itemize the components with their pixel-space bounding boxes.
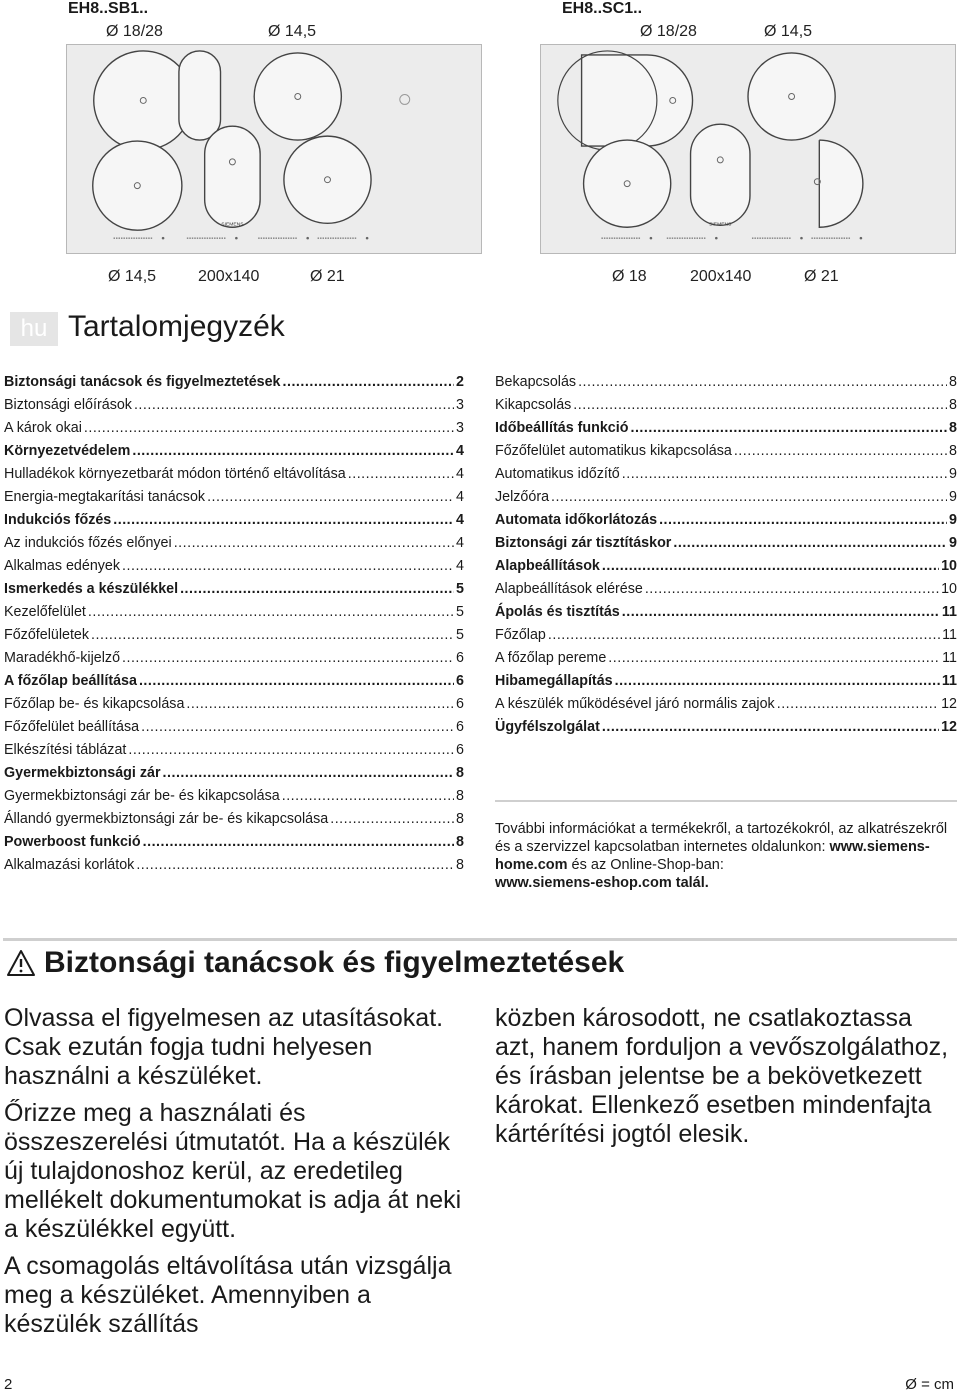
toc-entry-page: 6: [456, 742, 464, 758]
toc-entry-title: Powerboost funkció: [4, 834, 141, 850]
info-text-2: és az Online-Shop-ban:: [567, 857, 724, 873]
toc-leader-dots: [615, 670, 940, 693]
toc-entry-title: A főzőlap beállítása: [4, 673, 137, 689]
safety-title-text: Biztonsági tanácsok és figyelmeztetések: [44, 946, 625, 979]
toc-entry[interactable]: [4, 417, 464, 440]
toc-leader-dots: [139, 670, 454, 693]
right-top-dim-1: Ø 18/28: [640, 23, 697, 40]
toc-entry[interactable]: [495, 716, 957, 739]
toc-entry-page: 9: [949, 466, 957, 482]
info-divider: [495, 800, 957, 802]
right-bottom-dim-2: 200x140: [690, 268, 752, 285]
hob-diagram-left: [66, 44, 482, 254]
toc-entry-title: Ápolás és tisztítás: [495, 604, 620, 620]
toc-leader-dots: [186, 693, 454, 716]
hob-brand-right: SIEMENS: [709, 222, 732, 228]
info-text: [495, 820, 955, 892]
toc-leader-dots: [163, 762, 455, 785]
toc-entry-page: 10: [941, 558, 957, 574]
unit-note: Ø = cm: [905, 1376, 954, 1393]
toc-entry[interactable]: [4, 371, 464, 394]
toc-leader-dots: [622, 601, 940, 624]
toc-entry-title: Kezelőfelület: [4, 604, 86, 620]
toc-leader-dots: [330, 808, 454, 831]
toc-entry-title: Biztonsági zár tisztításkor: [495, 535, 672, 551]
toc-entry-page: 11: [941, 604, 957, 620]
toc-entry[interactable]: [495, 624, 957, 647]
toc-entry[interactable]: [4, 463, 464, 486]
toc-entry[interactable]: [495, 509, 957, 532]
toc-leader-dots: [673, 532, 947, 555]
toc-leader-dots: [207, 486, 454, 509]
toc-entry-page: 3: [456, 420, 464, 436]
left-top-dim-2: Ø 14,5: [268, 23, 317, 40]
toc-leader-dots: [283, 371, 455, 394]
toc-entry-title: Biztonsági tanácsok és figyelmeztetések: [4, 374, 281, 390]
toc-entry-page: 8: [949, 443, 957, 459]
model-label-right: EH8..SC1..: [562, 0, 643, 17]
toc-entry[interactable]: [4, 854, 464, 877]
toc-entry[interactable]: [4, 532, 464, 555]
safety-right-column: [495, 1004, 955, 1157]
toc-entry-title: Főzőfelület beállítása: [4, 719, 140, 735]
toc-leader-dots: [551, 486, 947, 509]
toc-entry-page: 12: [941, 696, 957, 712]
toc-entry-title: Az indukciós főzés előnyei: [4, 535, 172, 551]
toc-entry[interactable]: [4, 578, 464, 601]
toc-entry-title: Időbeállítás funkció: [495, 420, 629, 436]
toc-entry[interactable]: [495, 486, 957, 509]
toc-entry-title: Főzőfelület automatikus kikapcsolása: [495, 443, 732, 459]
toc-entry[interactable]: [495, 463, 957, 486]
hob-drawing-left: [67, 45, 481, 253]
toc-entry[interactable]: [4, 601, 464, 624]
toc-entry-title: Gyermekbiztonsági zár be- és kikapcsolása: [4, 788, 280, 804]
toc-entry-title: Főzőfelületek: [4, 627, 90, 643]
left-bottom-dim-1: Ø 14,5: [108, 268, 157, 285]
toc-leader-dots: [734, 440, 947, 463]
hob-diagram-right: [540, 44, 956, 254]
info-link-home[interactable]: www.siemens-home.com: [495, 839, 930, 873]
right-bottom-dim-1: Ø 18: [612, 268, 647, 285]
toc-leader-dots: [578, 371, 947, 394]
toc-entry-title: Ügyfélszolgálat: [495, 719, 600, 735]
toc-entry-title: Maradékhő-kijelző: [4, 650, 121, 666]
toc-entry-page: 8: [949, 420, 957, 436]
right-bottom-dim-3: Ø 21: [804, 268, 839, 285]
toc-entry-title: Ismerkedés a készülékkel: [4, 581, 179, 597]
toc-entry-page: 8: [456, 788, 464, 804]
toc-entry-title: Alapbeállítások elérése: [495, 581, 643, 597]
toc-entry-page: 3: [456, 397, 464, 413]
toc-entry[interactable]: [495, 371, 957, 394]
toc-entry-title: Automatikus időzítő: [495, 466, 620, 482]
toc-leader-dots: [134, 394, 454, 417]
toc-entry[interactable]: [495, 647, 957, 670]
toc-entry[interactable]: [4, 808, 464, 831]
toc-entry-page: 11: [941, 673, 957, 689]
toc-leader-dots: [645, 578, 939, 601]
info-link-eshop[interactable]: www.siemens-eshop.com talál.: [495, 875, 709, 891]
toc-entry-title: Kikapcsolás: [495, 397, 572, 413]
toc-entry-page: 6: [456, 673, 464, 689]
toc-leader-dots: [141, 716, 454, 739]
toc-entry-title: Elkészítési táblázat: [4, 742, 127, 758]
toc-entry[interactable]: [495, 555, 957, 578]
toc-entry-page: 12: [941, 719, 957, 735]
toc-leader-dots: [122, 555, 454, 578]
toc-leader-dots: [180, 578, 454, 601]
toc-leader-dots: [602, 716, 939, 739]
toc-entry-page: 9: [949, 489, 957, 505]
toc-leader-dots: [143, 831, 454, 854]
toc-entry-page: 8: [456, 811, 464, 827]
safety-section-title: [6, 946, 624, 980]
toc-leader-dots: [573, 394, 947, 417]
page-number: 2: [4, 1376, 13, 1393]
right-top-dim-2: Ø 14,5: [764, 23, 813, 40]
toc-entry-page: 8: [456, 857, 464, 873]
info-text-1: További információkat a termékekről, a tartozékokról, az alkatrészekről és a szervizzel kapcsolatban internetes oldalunkon:: [495, 821, 948, 855]
section-divider: [3, 938, 957, 941]
toc-entry-title: Hibamegállapítás: [495, 673, 613, 689]
model-label-left: EH8..SB1..: [68, 0, 149, 17]
toc-entry[interactable]: [4, 693, 464, 716]
toc-entry-page: 4: [456, 466, 464, 482]
toc-leader-dots: [348, 463, 454, 486]
toc-entry[interactable]: [495, 670, 957, 693]
toc-entry-title: Indukciós főzés: [4, 512, 112, 528]
toc-entry-title: Bekapcsolás: [495, 374, 577, 390]
toc-entry-title: Gyermekbiztonsági zár: [4, 765, 161, 781]
toc-leader-dots: [174, 532, 454, 555]
toc-leader-dots: [132, 440, 454, 463]
toc-entry[interactable]: [4, 486, 464, 509]
toc-entry[interactable]: [4, 670, 464, 693]
toc-leader-dots: [777, 693, 939, 716]
toc-entry-title: Alapbeállítások: [495, 558, 600, 574]
toc-entry[interactable]: [4, 394, 464, 417]
toc-entry-page: 10: [941, 581, 957, 597]
toc-leader-dots: [630, 417, 947, 440]
toc-leader-dots: [136, 854, 454, 877]
toc-entry-title: Jelzőóra: [495, 489, 550, 505]
toc-entry-title: Hulladékok környezetbarát módon történő eltávolítása: [4, 466, 346, 482]
toc-entry[interactable]: [495, 532, 957, 555]
toc-entry-title: A készülék működésével járó normális zajok: [495, 696, 775, 712]
toc-entry-page: 6: [456, 696, 464, 712]
safety-paragraph: közben károsodott, ne csatlakoztassa azt, hanem forduljon a vevőszolgálathoz, és írásban jelentse be a bekövetkezett károkat. Ellenkező esetben mindenfajta kártérítési jogtól elesik.: [495, 1004, 949, 1148]
toc-entry-title: Állandó gyermekbiztonsági zár be- és kikapcsolása: [4, 811, 329, 827]
toc-entry-page: 5: [456, 581, 464, 597]
toc-entry[interactable]: [4, 509, 464, 532]
toc-entry-page: 11: [942, 650, 957, 666]
toc-entry-page: 5: [456, 604, 464, 620]
toc-entry[interactable]: [495, 417, 957, 440]
toc-entry-title: Alkalmas edények: [4, 558, 121, 574]
toc-leader-dots: [282, 785, 454, 808]
toc-entry-title: Alkalmazási korlátok: [4, 857, 135, 873]
toc-leader-dots: [622, 463, 947, 486]
toc-title: Tartalomjegyzék: [68, 310, 285, 343]
toc-leader-dots: [113, 509, 454, 532]
toc-entry[interactable]: [4, 739, 464, 762]
toc-entry[interactable]: [4, 831, 464, 854]
left-top-dim-1: Ø 18/28: [106, 23, 163, 40]
toc-entry[interactable]: [4, 785, 464, 808]
toc-entry-title: Környezetvédelem: [4, 443, 131, 459]
toc-entry-page: 4: [456, 558, 464, 574]
toc-leader-dots: [602, 555, 939, 578]
hob-brand-left: SIEMENS: [221, 222, 244, 228]
toc-entry-page: 2: [456, 374, 464, 390]
toc-entry-page: 8: [456, 834, 464, 850]
toc-entry[interactable]: [4, 624, 464, 647]
hob-drawing-right: [541, 45, 955, 253]
toc-leader-dots: [128, 739, 454, 762]
toc-entry-page: 6: [456, 719, 464, 735]
toc-leader-dots: [659, 509, 947, 532]
toc-entry-title: Automata időkorlátozás: [495, 512, 658, 528]
language-badge: hu: [10, 312, 58, 346]
toc-entry-page: 5: [456, 627, 464, 643]
toc-entry-page: 9: [949, 512, 957, 528]
toc-right-column: [495, 371, 957, 739]
toc-entry-title: A főzőlap pereme: [495, 650, 607, 666]
toc-entry[interactable]: [4, 716, 464, 739]
toc-leader-dots: [548, 624, 940, 647]
left-bottom-dim-2: 200x140: [198, 268, 260, 285]
safety-paragraph: A csomagolás eltávolítása után vizsgálja meg a készüléket. Amennyiben a készülék szállítás: [4, 1252, 452, 1338]
safety-left-column: [4, 1004, 464, 1347]
toc-entry-page: 4: [456, 535, 464, 551]
warning-triangle-icon: [6, 949, 36, 977]
left-bottom-dim-3: Ø 21: [310, 268, 345, 285]
toc-entry-page: 8: [456, 765, 464, 781]
toc-entry-page: 9: [949, 535, 957, 551]
toc-entry-title: A károk okai: [4, 420, 82, 436]
toc-left-column: [4, 371, 464, 877]
toc-leader-dots: [608, 647, 940, 670]
toc-entry[interactable]: [495, 394, 957, 417]
toc-entry[interactable]: [4, 440, 464, 463]
toc-entry-page: 8: [949, 397, 957, 413]
toc-entry[interactable]: [495, 693, 957, 716]
toc-entry-title: Főzőlap be- és kikapcsolása: [4, 696, 185, 712]
toc-entry-title: Főzőlap: [495, 627, 546, 643]
toc-entry[interactable]: [495, 440, 957, 463]
toc-entry-page: 4: [456, 512, 464, 528]
toc-leader-dots: [122, 647, 454, 670]
toc-entry-page: 4: [456, 443, 464, 459]
toc-leader-dots: [88, 601, 454, 624]
toc-leader-dots: [84, 417, 454, 440]
toc-leader-dots: [91, 624, 454, 647]
safety-paragraph: Olvassa el figyelmesen az utasításokat. Csak ezután fogja tudni helyesen használni a készüléket.: [4, 1004, 444, 1090]
toc-entry-page: 11: [942, 627, 957, 643]
toc-entry[interactable]: [495, 601, 957, 624]
toc-entry[interactable]: [4, 555, 464, 578]
toc-entry-title: Energia-megtakarítási tanácsok: [4, 489, 206, 505]
toc-entry[interactable]: [4, 647, 464, 670]
toc-entry[interactable]: [4, 762, 464, 785]
safety-paragraph: Őrizze meg a használati és összeszerelési útmutatót. Ha a készülék új tulajdonoshoz kerül, az eredetileg mellékelt dokumentumokat is adja át neki a készülékkel együtt.: [4, 1099, 462, 1243]
toc-entry-page: 6: [456, 650, 464, 666]
toc-entry[interactable]: [495, 578, 957, 601]
toc-entry-page: 4: [456, 489, 464, 505]
toc-entry-page: 8: [949, 374, 957, 390]
toc-entry-title: Biztonsági előírások: [4, 397, 132, 413]
